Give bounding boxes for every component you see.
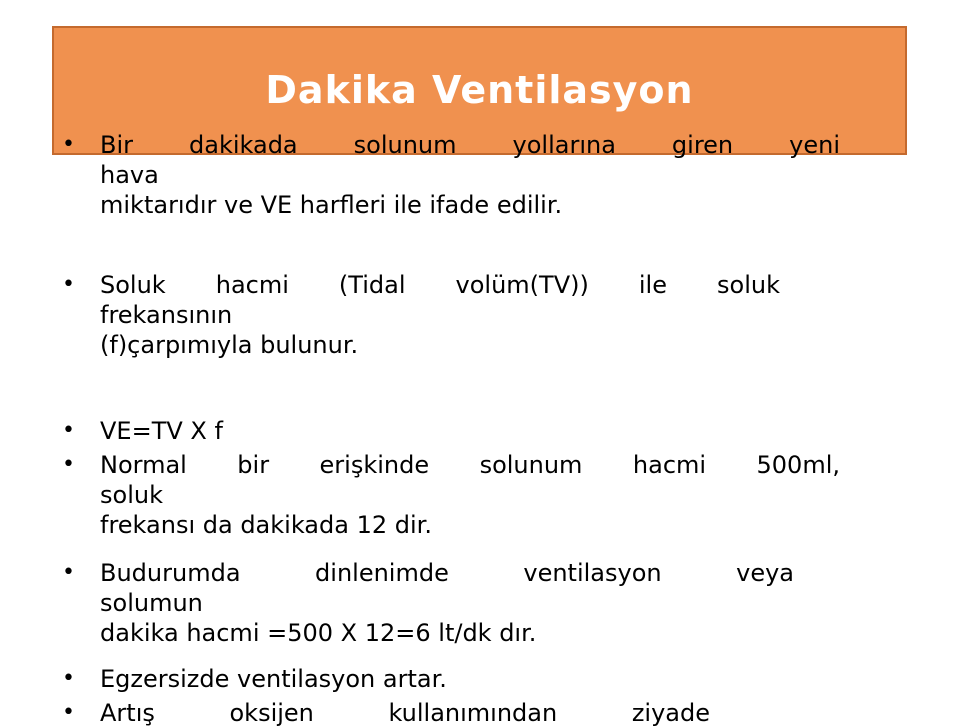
bullet-line: miktarıdır ve VE harfleri ile ifade edilir. [100, 191, 563, 219]
bullet-icon: • [62, 132, 75, 157]
bullet-icon: • [62, 560, 75, 585]
bullet-line: frekansı da dakikada 12 dir. [100, 511, 432, 539]
bullet-line: Soluk hacmi (Tidal volüm(TV)) ile soluk [100, 271, 780, 299]
bullet-line: (f)çarpımıyla bulunur. [100, 331, 359, 359]
bullet-line: Budurumda dinlenimde ventilasyon veya [100, 559, 794, 587]
bullet-line: Artış oksijen kullanımından ziyade [100, 699, 710, 727]
bullet-line: frekansının [100, 301, 233, 329]
bullet-icon: • [62, 272, 75, 297]
bullet-line: dakika hacmi =500 X 12=6 lt/dk dır. [100, 619, 537, 647]
slide-title: Dakika Ventilasyon [265, 68, 694, 112]
bullet-icon: • [62, 700, 75, 725]
bullet-line: VE=TV X f [100, 417, 223, 445]
bullet-icon: • [62, 666, 75, 691]
bullet-line: Bir dakikada solunum yollarına giren yeni [100, 131, 840, 159]
bullet-line: Normal bir erişkinde solunum hacmi 500ml, [100, 451, 840, 479]
bullet-line: hava [100, 161, 159, 189]
bullet-line: solumun [100, 589, 203, 617]
bullet-line: soluk [100, 481, 163, 509]
bullet-icon: • [62, 418, 75, 443]
bullet-icon: • [62, 452, 75, 477]
bullet-line: Egzersizde ventilasyon artar. [100, 665, 447, 693]
